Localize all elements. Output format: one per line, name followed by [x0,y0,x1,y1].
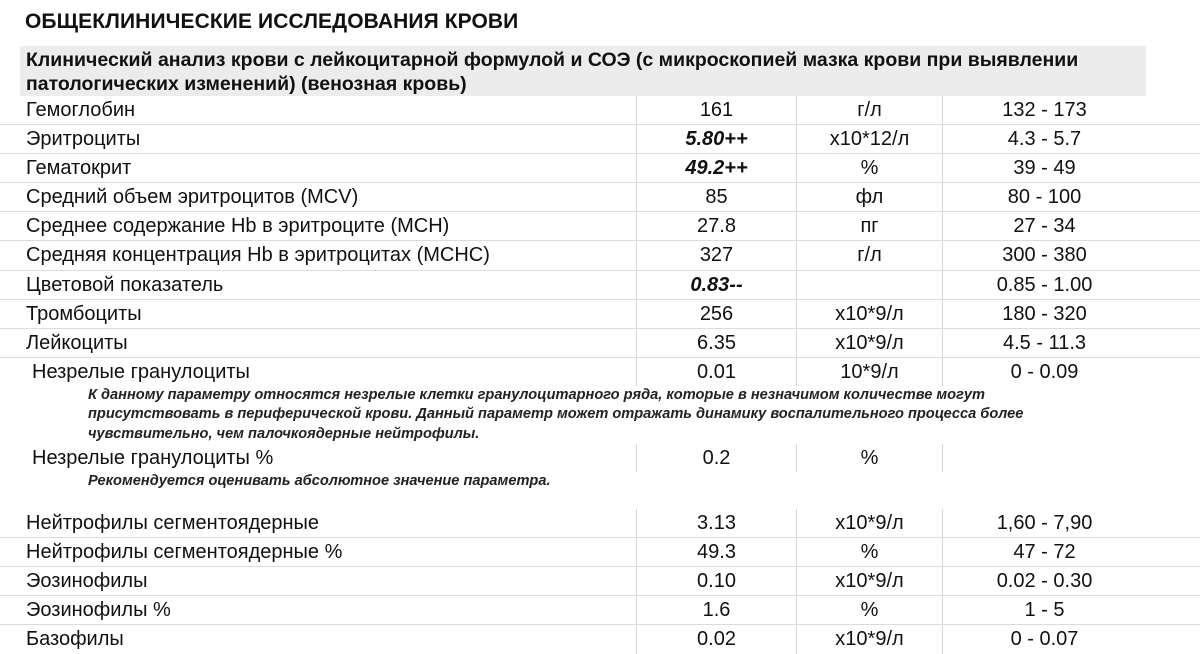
row-unit: г/л [796,241,942,269]
row-unit: 10*9/л [796,358,942,386]
row-reference-range: 4.3 - 5.7 [942,125,1146,153]
row-unit: x10*12/л [796,125,942,153]
row-value: 85 [636,183,796,211]
row-value: 49.3 [636,538,796,566]
row-value: 327 [636,241,796,269]
row-name: Незрелые гранулоциты % [32,446,274,469]
table-row-platelets [0,300,1200,329]
row-reference-range: 80 - 100 [942,183,1146,211]
row-value: 256 [636,300,796,328]
row-unit: % [796,538,942,566]
row-reference-range: 300 - 380 [942,241,1146,269]
row-unit: x10*9/л [796,567,942,595]
row-unit: % [796,444,942,472]
row-unit: x10*9/л [796,329,942,357]
table-row-mchc [0,241,1200,270]
row-name: Среднее содержание Hb в эритроците (MCH) [26,215,450,238]
row-reference-range: 39 - 49 [942,154,1146,182]
row-value: 0.2 [636,444,796,472]
row-value-flagged: 49.2++ [636,154,796,182]
row-value: 3.13 [636,509,796,537]
row-name: Базофилы [26,628,124,651]
row-value-flagged: 0.83-- [636,271,796,299]
row-name: Тромбоциты [26,302,142,325]
row-value: 6.35 [636,329,796,357]
row-reference-range: 4.5 - 11.3 [942,329,1146,357]
table-row-eosinophils-pct [0,596,1200,625]
row-value: 0.01 [636,358,796,386]
row-unit: % [796,596,942,624]
table-row-immature-granulocytes [0,358,1200,386]
row-reference-range: 0 - 0.07 [942,625,1146,653]
row-reference-range: 47 - 72 [942,538,1146,566]
row-name: Незрелые гранулоциты [32,360,250,383]
row-unit: % [796,154,942,182]
row-name: Средняя концентрация Hb в эритроцитах (MCHC) [26,244,490,267]
row-reference-range: 0 - 0.09 [942,358,1146,386]
row-name: Эозинофилы % [26,599,171,622]
results-table [0,96,1200,654]
table-row-immature-granulocytes-pct [0,444,1200,472]
table-row-erythrocytes [0,125,1200,154]
row-unit: г/л [796,96,942,124]
row-name: Гематокрит [26,157,132,180]
row-value: 0.02 [636,625,796,653]
row-value: 1.6 [636,596,796,624]
row-unit: x10*9/л [796,625,942,653]
table-row-hematocrit [0,154,1200,183]
row-unit: пг [796,212,942,240]
row-reference-range: 27 - 34 [942,212,1146,240]
table-row-color-index [0,271,1200,300]
table-row-basophils [0,625,1200,653]
row-reference-range: 0.02 - 0.30 [942,567,1146,595]
row-name: Лейкоциты [26,331,128,354]
row-unit: фл [796,183,942,211]
table-row-leukocytes [0,329,1200,358]
row-name: Эритроциты [26,128,141,151]
row-name: Эозинофилы [26,570,148,593]
row-value: 0.10 [636,567,796,595]
row-reference-range [942,444,1146,472]
table-row-eosinophils [0,567,1200,596]
row-unit: x10*9/л [796,509,942,537]
row-unit: x10*9/л [796,300,942,328]
row-reference-range: 1,60 - 7,90 [942,509,1146,537]
row-name: Нейтрофилы сегментоядерные % [26,541,343,564]
row-name: Цветовой показатель [26,273,224,296]
note-immature-granulocytes-pct: Рекомендуется оценивать абсолютное значение параметра. [88,473,551,490]
row-name: Нейтрофилы сегментоядерные [26,512,320,535]
table-row-segmented-neutrophils-pct [0,538,1200,567]
row-unit [796,271,942,299]
section-title: ОБЩЕКЛИНИЧЕСКИЕ ИССЛЕДОВАНИЯ КРОВИ [25,10,519,33]
note-immature-granulocytes: К данному параметру относятся незрелые клетки гранулоцитарного ряда, которые в незначимом количестве могут присутствовать в периферической крови. Данный параметр может отражать динамику воспалительного процесса более чувствительно, чем палочкоядерные нейтрофилы. [88,386,1024,442]
table-row-hemoglobin [0,96,1200,125]
table-row-mch [0,212,1200,241]
row-reference-range: 180 - 320 [942,300,1146,328]
row-name: Средний объем эритроцитов (MCV) [26,186,359,209]
row-value-flagged: 5.80++ [636,125,796,153]
row-reference-range: 0.85 - 1.00 [942,271,1146,299]
test-group-header: Клинический анализ крови с лейкоцитарной формулой и СОЭ (с микроскопией мазка крови при выявлении патологических изменений) (венозная кровь) [20,46,1146,96]
table-row-segmented-neutrophils [0,509,1200,538]
row-name: Гемоглобин [26,99,136,121]
row-reference-range: 132 - 173 [942,96,1146,124]
row-reference-range: 1 - 5 [942,596,1146,624]
row-value: 161 [636,96,796,124]
table-row-mcv [0,183,1200,212]
row-value: 27.8 [636,212,796,240]
